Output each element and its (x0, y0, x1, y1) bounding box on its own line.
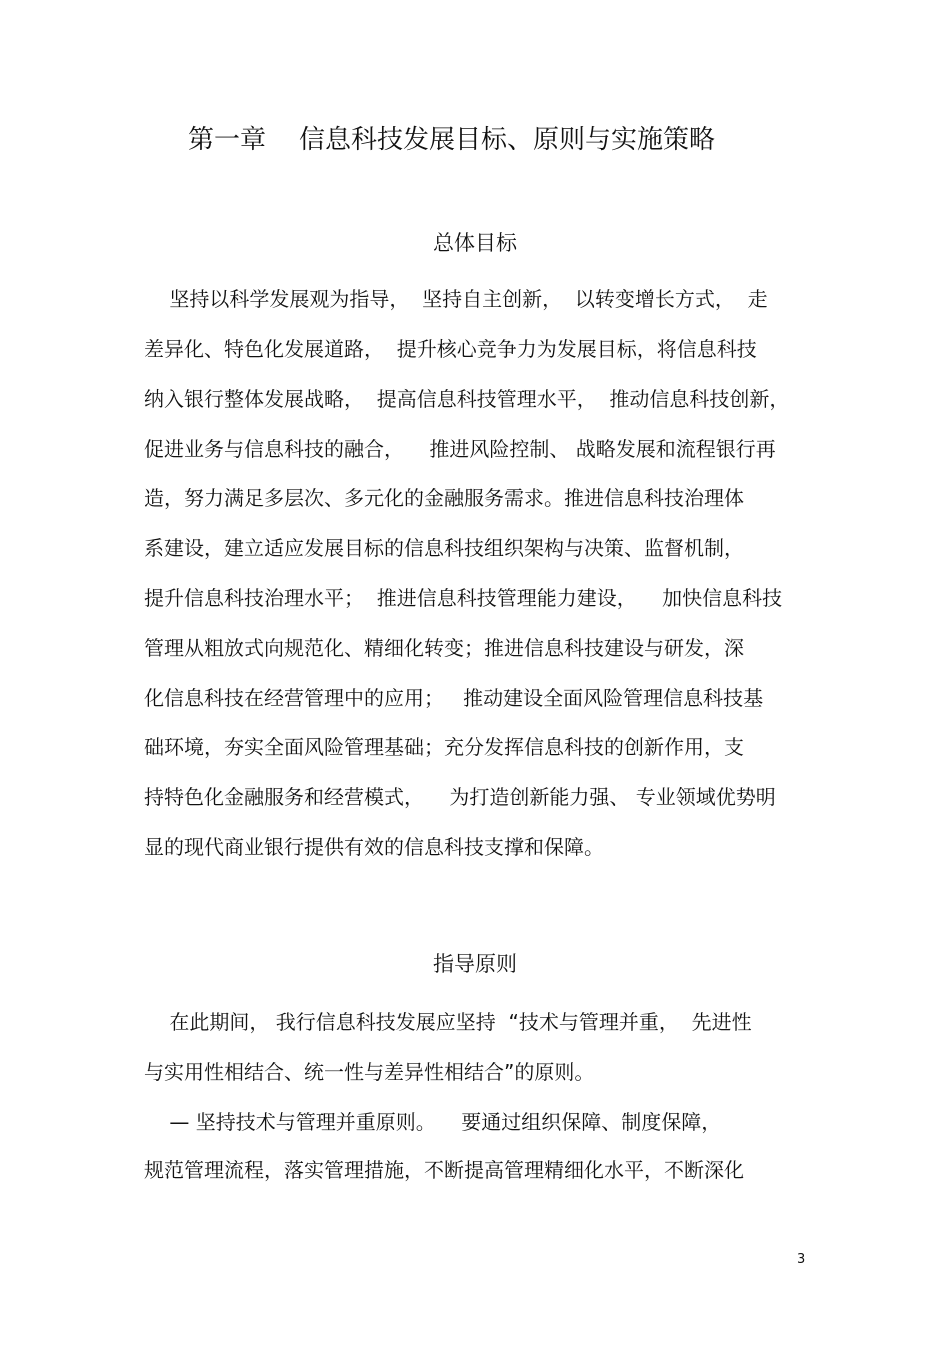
section-heading-guiding-principles: 指导原则 (433, 952, 517, 976)
paragraph-line: 管理从粗放式向规范化、精细化转变；推进信息科技建设与研发，深 (144, 636, 744, 660)
paragraph-line: — 坚持技术与管理并重原则。 要通过组织保障、制度保障， (144, 1110, 722, 1134)
paragraph-line: 坚持以科学发展观为指导， 坚持自主创新， 以转变增长方式， 走 (144, 287, 768, 311)
paragraph-line: 系建设，建立适应发展目标的信息科技组织架构与决策、监督机制， (144, 536, 744, 560)
paragraph-line: 促进业务与信息科技的融合， 推进风险控制、 战略发展和流程银行再 (144, 437, 776, 461)
paragraph-line: 提升信息科技治理水平； 推进信息科技管理能力建设， 加快信息科技 (144, 586, 783, 610)
paragraph-line: 差异化、特色化发展道路， 提升核心竞争力为发展目标，将信息科技 (144, 337, 757, 361)
paragraph-line: 规范管理流程，落实管理措施，不断提高管理精细化水平，不断深化 (144, 1158, 744, 1182)
section-heading-overall-goal: 总体目标 (433, 231, 517, 255)
page-number: 3 (797, 1252, 806, 1267)
paragraph-line: 础环境，夯实全面风险管理基础；充分发挥信息科技的创新作用，支 (144, 735, 744, 759)
paragraph-line: 化信息科技在经营管理中的应用； 推动建设全面风险管理信息科技基 (144, 686, 764, 710)
chapter-title: 第一章 信息科技发展目标、原则与实施策略 (188, 125, 716, 155)
paragraph-line: 与实用性相结合、统一性与差异性相结合”的原则。 (144, 1060, 595, 1084)
paragraph-line: 持特色化金融服务和经营模式， 为打造创新能力强、 专业领域优势明 (144, 785, 776, 809)
paragraph-line: 造，努力满足多层次、多元化的金融服务需求。推进信息科技治理体 (144, 486, 744, 510)
paragraph-line: 纳入银行整体发展战略， 提高信息科技管理水平， 推动信息科技创新， (144, 387, 790, 411)
paragraph-line: 在此期间， 我行信息科技发展应坚持 “技术与管理并重， 先进性 (144, 1010, 752, 1034)
paragraph-line: 显的现代商业银行提供有效的信息科技支撑和保障。 (144, 835, 604, 859)
